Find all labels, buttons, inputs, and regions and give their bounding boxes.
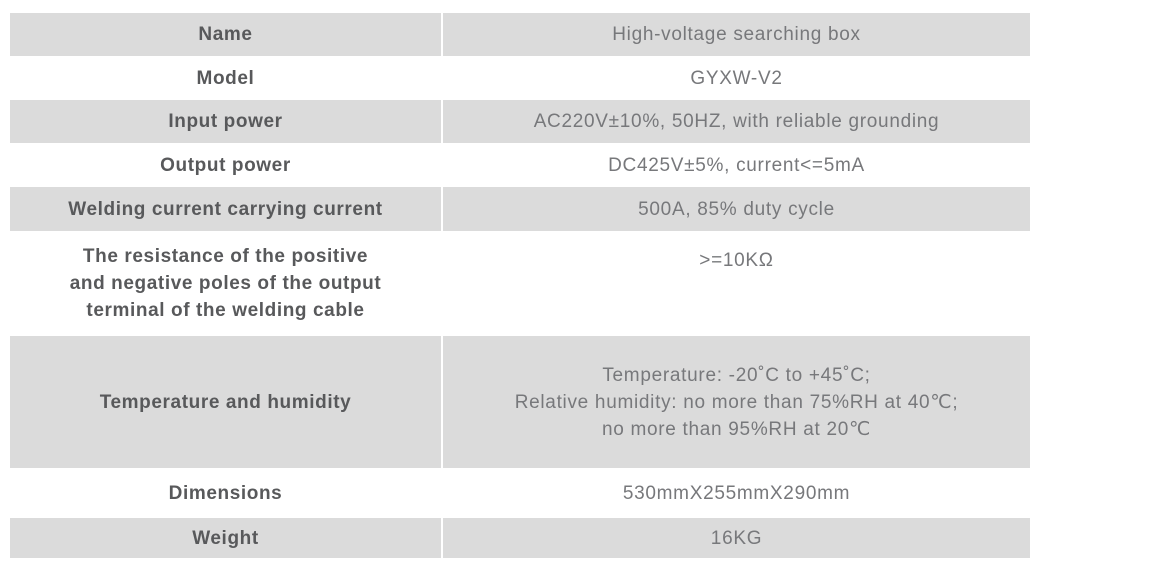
spec-value-temperature-line3: no more than 95%RH at 20℃ — [601, 418, 872, 440]
spec-label-temperature-humidity: Temperature and humidity — [10, 336, 441, 468]
spec-value-dimensions: 530mmX255mmX290mm — [622, 482, 851, 504]
spec-value-input-power: AC220V±10%, 50HZ, with reliable grounding — [443, 100, 1030, 143]
spec-label-input-power: Input power — [10, 100, 441, 143]
spec-row-model — [10, 56, 1030, 100]
spec-value-name: High-voltage searching box — [443, 13, 1030, 56]
spec-value-temperature-humidity — [443, 336, 1030, 468]
spec-row-temperature-humidity — [10, 336, 1030, 468]
spec-label-model: Model — [196, 67, 255, 89]
spec-label-dimensions: Dimensions — [168, 482, 283, 504]
spec-row-output-power — [10, 143, 1030, 187]
spec-label-resistance-line3: terminal of the welding cable — [86, 300, 365, 321]
spec-row-input-power — [10, 100, 1030, 143]
spec-value-model: GYXW-V2 — [690, 67, 783, 89]
spec-value-welding-current: 500A, 85% duty cycle — [443, 187, 1030, 231]
spec-value-weight: 16KG — [443, 518, 1030, 558]
spec-label-resistance — [10, 231, 441, 336]
spec-row-resistance — [10, 231, 1030, 336]
spec-label-resistance-line1: The resistance of the positive — [82, 246, 369, 267]
spec-row-dimensions — [10, 468, 1030, 518]
spec-table — [10, 13, 1030, 558]
spec-label-welding-current: Welding current carrying current — [10, 187, 441, 231]
spec-value-resistance: >=10KΩ — [699, 250, 774, 271]
spec-label-name: Name — [10, 13, 441, 56]
spec-value-output-power: DC425V±5%, current<=5mA — [608, 154, 865, 176]
spec-label-output-power: Output power — [160, 154, 291, 176]
spec-label-resistance-line2: and negative poles of the output — [69, 273, 382, 294]
spec-row-weight — [10, 518, 1030, 558]
spec-row-welding-current — [10, 187, 1030, 231]
spec-label-weight: Weight — [10, 518, 441, 558]
spec-value-temperature-line2: Relative humidity: no more than 75%RH at 40℃; — [514, 391, 959, 413]
spec-value-temperature-line1: Temperature: -20˚C to +45˚C; — [602, 364, 871, 386]
spec-row-name — [10, 13, 1030, 56]
